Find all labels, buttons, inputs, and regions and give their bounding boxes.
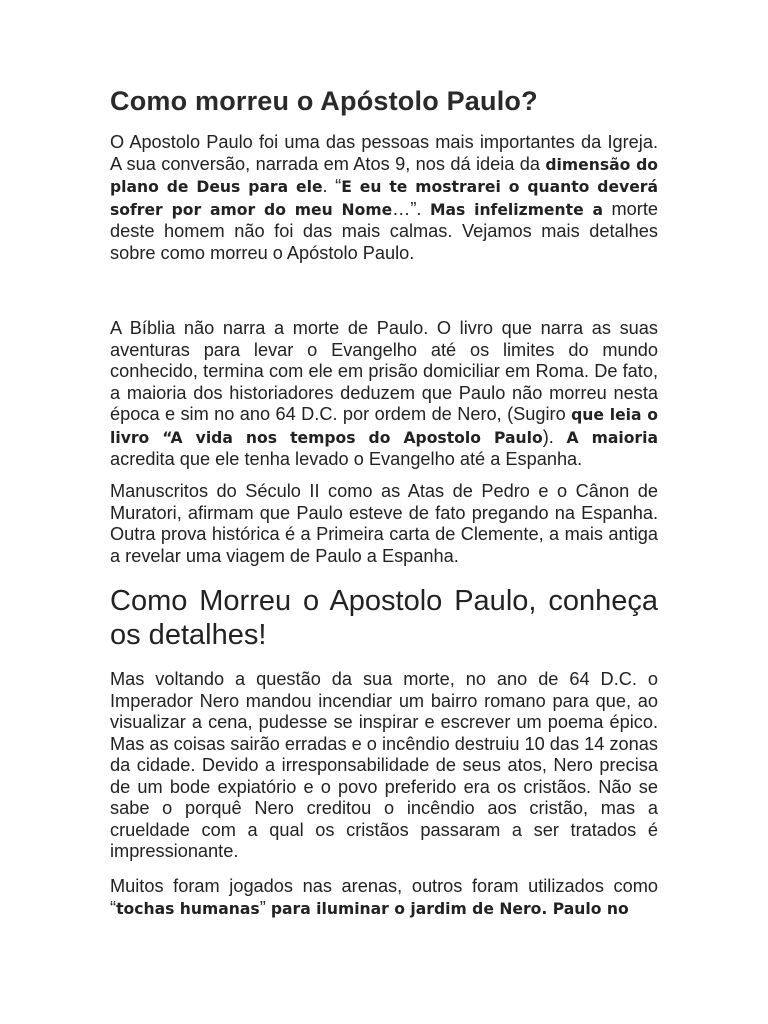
intro-text-3: …”. <box>392 198 430 219</box>
arenas-paragraph <box>110 876 658 920</box>
bible-text-2: ). <box>542 426 567 447</box>
intro-text-1: O Apostolo Paulo foi uma das pessoas mais importantes da Igreja. A sua conversão, narrada em Atos 9, nos dá ideia da <box>110 132 658 174</box>
intro-text-2: . “ <box>322 176 342 196</box>
intro-paragraph <box>110 132 658 264</box>
bible-text-1: A Bíblia não narra a morte de Paulo. O livro que narra as suas aventuras para levar o Evangelho até os limites do mundo conhecido, termina com ele em prisão domiciliar em Roma. De fato, a maioria dos historiadores deduzem que Paulo não morreu nesta época e sim no ano 64 D.C. por ordem de Nero, (Sugiro <box>110 318 658 424</box>
bible-bold-book: que leia o livro “A vida nos tempos do Apostolo Paulo <box>110 406 659 447</box>
bible-bold-2: A maioria <box>566 428 658 447</box>
arenas-text-2: ” <box>259 897 271 918</box>
bible-paragraph <box>110 318 658 471</box>
arenas-bold-torches: tochas humanas <box>116 899 260 918</box>
section-heading: Como Morreu o Apostolo Paulo, conheça os detalhes! <box>110 585 658 651</box>
intro-bold-2: Mas infelizmente a <box>429 200 604 219</box>
death-paragraph: Mas voltando a questão da sua morte, no ano de 64 D.C. o Imperador Nero mandou incendiar um bairro romano para que, ao visualizar a cena, pudesse se inspirar e escrever um poema épico. Mas as coisas sairão erradas e o incêndio destruiu 10 das 14 zonas da cidade. Devido a irresponsabilidade de seus atos, Nero precisa de um bode expiatório e o povo preferido era os cristãos. Não se sabe o porquê Nero creditou o incêndio aos cristão, mas a crueldade com a qual os cristãos passaram a ser tratados é impressionante. <box>110 669 658 861</box>
manuscripts-paragraph: Manuscritos do Século II como as Atas de Pedro e o Cânon de Muratori, afirmam que Paulo esteve de fato pregando na Espanha. Outra prova histórica é a Primeira carta de Clemente, a mais antiga a revelar uma viagem de Paulo a Espanha. <box>110 481 658 566</box>
bible-text-3: acredita que ele tenha levado o Evangelho até a Espanha. <box>110 449 583 469</box>
arenas-text-1: Muitos foram jogados nas arenas, outros foram utilizados como “ <box>110 876 658 918</box>
article-title: Como morreu o Apóstolo Paulo? <box>110 86 538 116</box>
arenas-bold-2: para iluminar o jardim de Nero. Paulo no <box>270 899 629 918</box>
intro-text-4: morte deste homem não foi das mais calmas. Vejamos mais detalhes sobre como morreu o Apóstolo Paulo. <box>110 198 659 263</box>
intro-bold-quote: E eu te mostrarei o quanto deverá sofrer por amor do meu Nome <box>110 178 658 219</box>
intro-bold-1: dimensão do plano de Deus para ele <box>110 155 658 196</box>
